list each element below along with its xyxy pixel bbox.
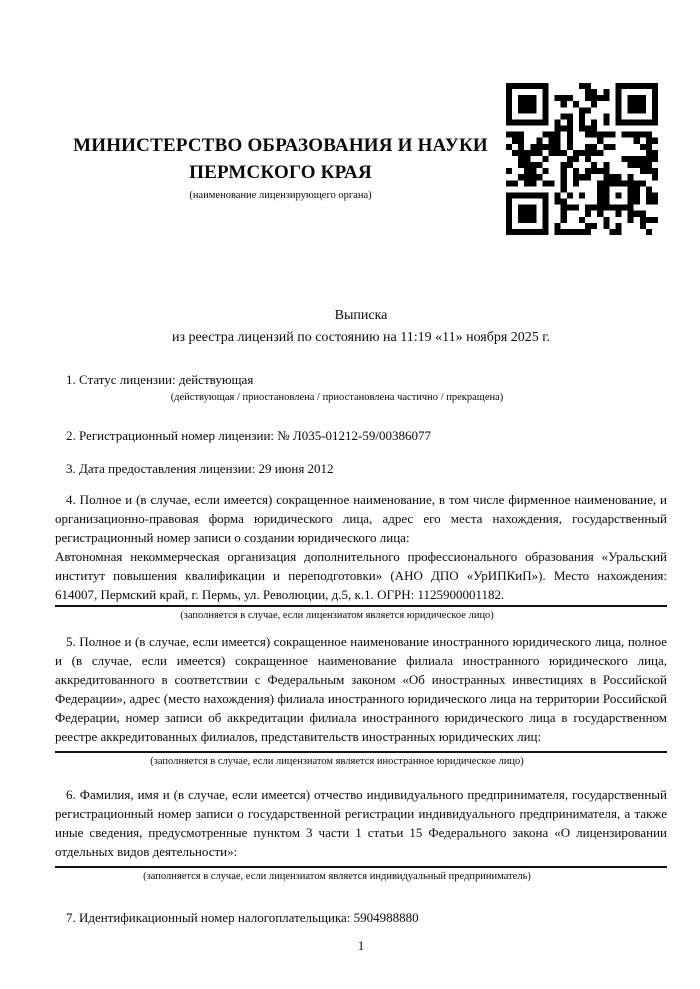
legal-entity-value: Автономная некоммерческая организация дополнительного профессионального образования «Уральский институт повышения квалификации и переподготовки» (АНО ДПО «УрИПКиП»). Место нахождения: 614007, Пермский край, г. Пермь, ул. Революции, д.5, к.1. ОГРН: 1125900001182. [55,549,667,602]
license-item-legal-entity [55,490,667,623]
page-number: 1 [357,938,365,953]
entrepreneur-question: 6. Фамилия, имя и (в случае, если имеется) отчество индивидуального предпринимателя, государственный регистрационный номер записи о государственной регистрации индивидуального предпринимателя, а также иные сведения, предусмотренные пунктом 3 части 1 статьи 15 Федерального закона «О лицензировании отдельных видов деятельности»: [55,787,667,859]
license-item-grant-date [55,459,667,478]
legal-entity-caption: (заполняется в случае, если лицензиатом является юридическое лицо) [180,610,494,621]
blank-field-rule [55,605,667,607]
legal-entity-question: 4. Полное и (в случае, если имеется) сокращенное наименование, в том числе фирменное наименование, и организационно-правовая форма юридического лица, адрес его места нахождения, государственный регистрационный номер записи о создании юридического лица: [55,492,667,545]
license-status-text: 1. Статус лицензии: действующая [66,372,254,387]
license-item-taxpayer-id [55,908,667,927]
blank-field-rule [55,866,667,868]
licensing-authority-note: (наименование лицензирующего органа) [189,190,372,201]
licensing-authority-name-line1: МИНИСТЕРСТВО ОБРАЗОВАНИЯ И НАУКИ [73,135,488,156]
taxpayer-id-text: 7. Идентификационный номер налогоплательщика: 5904988880 [66,910,419,925]
license-item-foreign-entity [55,632,667,769]
document-header [55,0,667,235]
licensing-authority-name-line2: ПЕРМСКОГО КРАЯ [189,162,372,183]
license-item-registration-number [55,426,667,445]
license-registration-number-text: 2. Регистрационный номер лицензии: № Л035-01212-59/00386077 [66,428,432,443]
document-title [55,305,667,349]
license-item-entrepreneur [55,785,667,884]
license-status-caption: (действующая / приостановлена / приостановлена частично / прекращена) [170,392,504,403]
license-grant-date-text: 3. Дата предоставления лицензии: 29 июня 2012 [66,461,334,476]
document-title-line2: из реестра лицензий по состоянию на 11:19 «11» ноября 2025 г. [172,330,550,345]
licensing-authority-block [55,83,506,202]
document-title-line1: Выписка [334,308,388,323]
entrepreneur-caption: (заполняется в случае, если лицензиатом является индивидуальный предприниматель) [143,871,531,882]
qr-code-icon [506,83,658,235]
foreign-entity-question: 5. Полное и (в случае, если имеется) сокращенное наименование иностранного юридического лица, полное и (в случае, если имеется) сокращенное наименование филиала иностранного юридического лица, аккредитованного в соответствии с Федеральным законом «Об иностранных инвестициях в Российской Федерации», адрес (место нахождения) филиала иностранного юридического лица на территории Российской Федерации, номер записи об аккредитации филиала иностранного юридического лица в государственном реестре аккредитованных филиалов, представительств иностранных юридических лиц: [55,634,667,744]
blank-field-rule [55,751,667,753]
license-item-status [55,370,667,405]
foreign-entity-caption: (заполняется в случае, если лицензиатом является иностранное юридическое лицо) [150,756,524,767]
